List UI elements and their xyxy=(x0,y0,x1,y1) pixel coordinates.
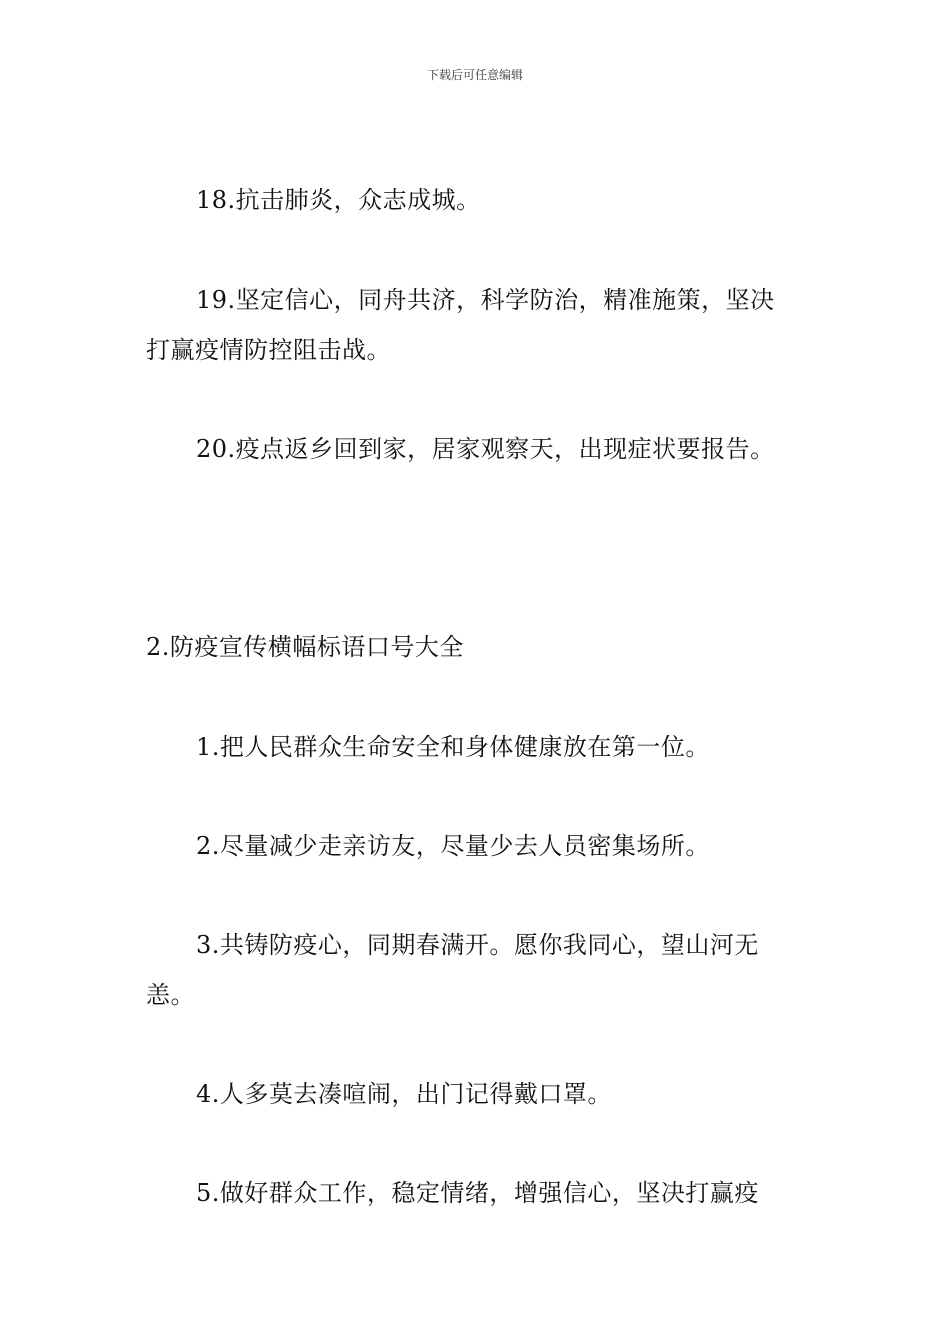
slogan-20: 20.疫点返乡回到家，居家观察天，出现症状要报告。 xyxy=(196,435,775,463)
slogan-3-line1: 3.共铸防疫心，同期春满开。愿你我同心，望山河无 xyxy=(196,931,759,959)
slogan-18: 18.抗击肺炎，众志成城。 xyxy=(196,186,481,214)
slogan-2: 2.尽量减少走亲访友，尽量少去人员密集场所。 xyxy=(196,832,710,860)
slogan-3-line2: 恙。 xyxy=(146,981,195,1009)
section-title: 2.防疫宣传横幅标语口号大全 xyxy=(146,633,464,661)
slogan-5-line1: 5.做好群众工作，稳定情绪，增强信心，坚决打赢疫 xyxy=(196,1179,759,1207)
page-header: 下载后可任意编辑 xyxy=(426,68,523,82)
slogan-19-line1: 19.坚定信心，同舟共济，科学防治，精准施策，坚决 xyxy=(196,286,775,314)
slogan-19-line2: 打赢疫情防控阻击战。 xyxy=(146,336,391,364)
slogan-1: 1.把人民群众生命安全和身体健康放在第一位。 xyxy=(196,733,710,761)
slogan-4: 4.人多莫去凑喧闹，出门记得戴口罩。 xyxy=(196,1080,612,1108)
